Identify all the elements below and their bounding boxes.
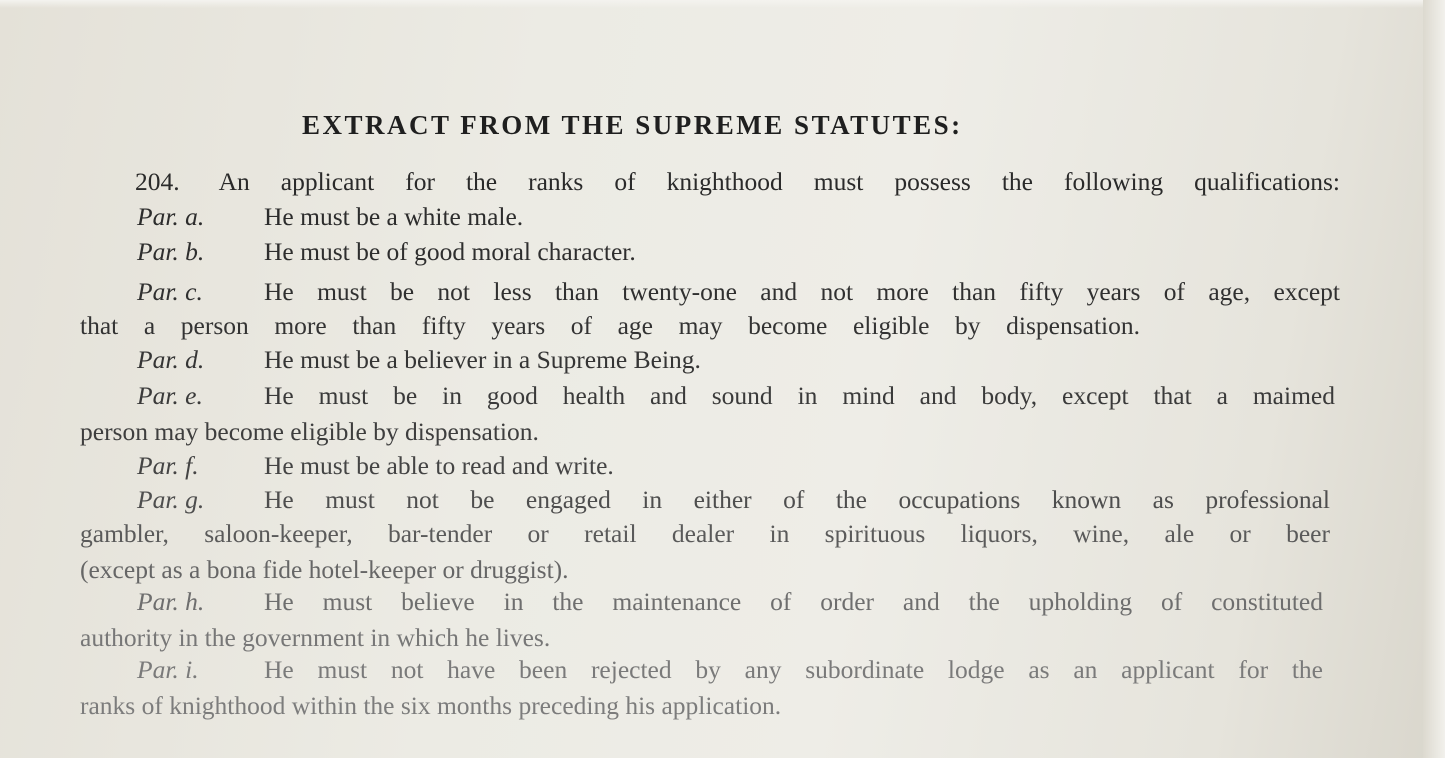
- paragraph-text: He must be of good moral character.: [264, 237, 636, 266]
- paragraph-line: [137, 344, 701, 376]
- paragraph-label: Par. c.: [137, 277, 203, 306]
- paragraph-text: He must not be engaged in either of the occupations known as professional: [264, 485, 1330, 514]
- paragraph-line: [137, 654, 1323, 686]
- paragraph-text: He must be a white male.: [264, 202, 524, 231]
- paragraph-line: [137, 236, 636, 268]
- paragraph-label: Par. g.: [137, 485, 205, 514]
- paragraph-label: Par. d.: [137, 345, 205, 374]
- paragraph-text: (except as a bona fide hotel-keeper or druggist).: [80, 555, 569, 584]
- paragraph-line: [80, 310, 1140, 342]
- paragraph-line: [137, 201, 523, 233]
- paragraph-text: He must be able to read and write.: [264, 451, 614, 480]
- paragraph-text: He must be a believer in a Supreme Being.: [264, 345, 701, 374]
- paragraph-text: He must believe in the maintenance of order and the upholding of constituted: [264, 587, 1323, 616]
- paragraph-text: He must not have been rejected by any subordinate lodge as an applicant for the: [264, 655, 1323, 684]
- paragraph-line: [137, 380, 1335, 412]
- paragraph-line: [137, 450, 614, 482]
- paragraph-text: authority in the government in which he lives.: [80, 623, 551, 652]
- paragraph-line: [80, 518, 1330, 550]
- paragraph-text: He must be in good health and sound in mind and body, except that a maimed: [264, 381, 1335, 410]
- paragraph-line: [80, 416, 539, 448]
- intro-text: An applicant for the ranks of knighthood must possess the following qualifications:: [218, 167, 1341, 196]
- paragraph-text: that a person more than fifty years of age may become eligible by dispensation.: [80, 311, 1140, 340]
- paragraph-line: [137, 276, 1340, 308]
- paragraph-text: person may become eligible by dispensation.: [80, 417, 539, 446]
- paragraph-line: [137, 484, 1330, 516]
- paragraph-line: [80, 690, 781, 722]
- paragraph-label: Par. i.: [137, 655, 199, 684]
- paragraph-label: Par. h.: [137, 587, 205, 616]
- paragraph-text: ranks of knighthood within the six months preceding his application.: [80, 691, 782, 720]
- paragraph-line: [80, 622, 550, 654]
- paper-right-edge: [1423, 0, 1445, 758]
- paragraph-line: [137, 586, 1323, 618]
- paragraph-label: Par. f.: [137, 451, 199, 480]
- paragraph-text: He must be not less than twenty-one and not more than fifty years of age, except: [264, 277, 1340, 306]
- document-title: EXTRACT FROM THE SUPREME STATUTES:: [302, 110, 963, 140]
- section-number: 204.: [135, 167, 211, 196]
- paragraph-label: Par. b.: [137, 237, 205, 266]
- paragraph-line: [80, 554, 569, 586]
- paragraph-label: Par. e.: [137, 381, 203, 410]
- paragraph-text: gambler, saloon-keeper, bar-tender or retail dealer in spirituous liquors, wine, ale or beer: [80, 519, 1330, 548]
- paper-top-edge: [0, 0, 1445, 8]
- intro-line: [135, 166, 1340, 198]
- paragraph-label: Par. a.: [137, 202, 205, 231]
